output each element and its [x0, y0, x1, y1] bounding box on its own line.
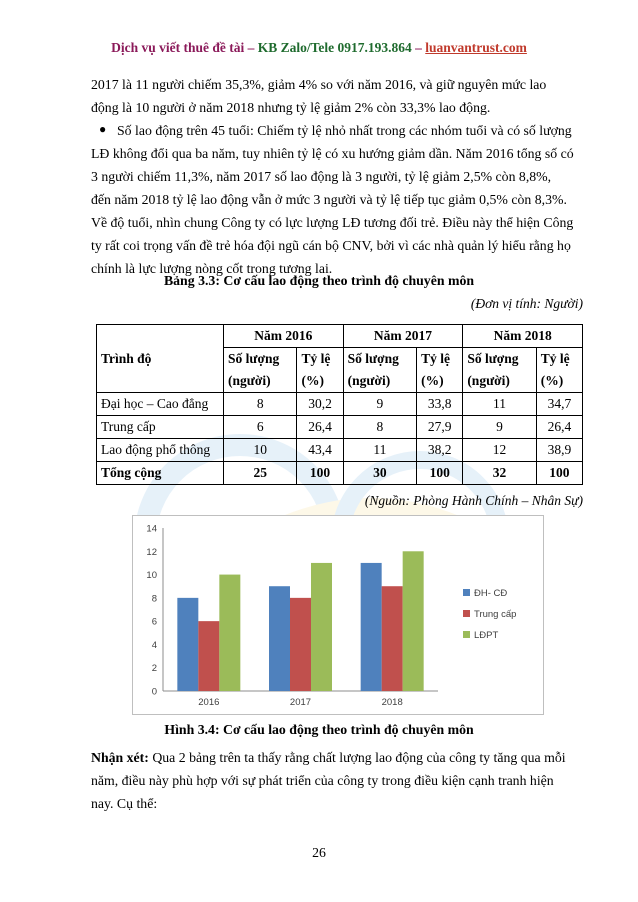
closing-label: Nhận xét:	[91, 750, 149, 765]
table-row	[97, 416, 583, 439]
bar-chart	[133, 516, 543, 714]
bar	[177, 598, 198, 691]
qualification-table	[96, 324, 583, 485]
bar	[403, 551, 424, 691]
page-header: Dịch vụ viết thuê đề tài – KB Zalo/Tele 0917.193.864 – luanvantrust.com	[111, 40, 527, 55]
paragraph-line: ty rất coi trọng vấn đề trẻ hóa đội ngũ cán bộ CNV, bởi vì các nhà quản lý hiểu rằng họ	[91, 238, 571, 253]
qty-header: Số lượng	[224, 348, 297, 371]
table-cell: 43,4	[297, 439, 343, 462]
table-cell: 8	[224, 393, 297, 416]
y-tick-label: 14	[146, 523, 157, 535]
paragraph-line: LĐ không đổi qua ba năm, tuy nhiên tỷ lệ có xu hướng giảm dần. Năm 2016 tổng số có	[91, 146, 574, 161]
row-label: Đại học – Cao đẳng	[97, 393, 224, 416]
table-cell: 100	[417, 462, 463, 485]
paragraph-line: Số lao động trên 45 tuổi: Chiếm tỷ lệ nhỏ nhất trong các nhóm tuổi và có số lượng	[117, 123, 572, 138]
table-cell: 9	[463, 416, 536, 439]
row-label: Lao động phổ thông	[97, 439, 224, 462]
row-label: Tổng cộng	[97, 462, 224, 485]
row-label: Trung cấp	[97, 416, 224, 439]
qty-unit: (người)	[463, 370, 536, 393]
unit-note: (Đơn vị tính: Người)	[470, 296, 583, 311]
table-cell: 11	[343, 439, 416, 462]
header-service-text: Dịch vụ viết thuê đề tài	[111, 40, 245, 55]
pct-unit: (%)	[417, 370, 463, 393]
legend-swatch	[463, 610, 470, 617]
y-tick-label: 0	[151, 686, 157, 698]
paragraph-line: 2017 là 11 người chiếm 35,3%, giảm 4% so với năm 2016, và giữ nguyên mức lao	[91, 77, 547, 92]
pct-header: Tỷ lệ	[297, 348, 343, 371]
x-tick-label: 2017	[289, 697, 312, 708]
figure-caption: Hình 3.4: Cơ cấu lao động theo trình độ chuyên môn	[164, 722, 474, 737]
qty-unit: (người)	[224, 370, 297, 393]
qty-header: Số lượng	[343, 348, 416, 371]
bar	[382, 586, 403, 691]
table-cell: 27,9	[417, 416, 463, 439]
bar	[311, 563, 332, 691]
year-header: Năm 2018	[463, 325, 583, 348]
table-cell: 33,8	[417, 393, 463, 416]
table-cell: 11	[463, 393, 536, 416]
paragraph-line: chính là lực lượng nòng cốt trong tương lai.	[91, 261, 333, 276]
y-tick-label: 12	[146, 546, 157, 558]
qty-unit: (người)	[343, 370, 416, 393]
table-cell: 100	[536, 462, 582, 485]
x-tick-label: 2016	[198, 697, 220, 708]
table-cell: 8	[343, 416, 416, 439]
closing-line: năm, điều này phù hợp với sự phát triển của công ty trong điều kiện cạnh tranh hiện	[91, 773, 554, 788]
y-tick-label: 10	[146, 570, 157, 582]
closing-line: nay. Cụ thể:	[91, 796, 158, 811]
table-row	[97, 439, 583, 462]
bar	[219, 575, 240, 691]
legend-label: LĐPT	[474, 630, 499, 641]
table-cell: 9	[343, 393, 416, 416]
header-contact: KB Zalo/Tele 0917.193.864	[257, 40, 412, 55]
bar	[198, 621, 219, 691]
table-cell: 26,4	[536, 416, 582, 439]
table-cell: 38,2	[417, 439, 463, 462]
bar	[269, 586, 290, 691]
table-cell: 34,7	[536, 393, 582, 416]
bullet-icon: ●	[99, 122, 107, 136]
bar	[290, 598, 311, 691]
legend-label: Trung cấp	[474, 609, 517, 620]
legend-swatch	[463, 589, 470, 596]
table-cell: 32	[463, 462, 536, 485]
year-header: Năm 2016	[224, 325, 344, 348]
qualification-chart	[132, 515, 544, 715]
paragraph-line: động là 10 người ở năm 2018 nhưng tỷ lệ giảm 2% còn 33,3% lao động.	[91, 100, 491, 115]
page-number: 26	[312, 845, 326, 860]
table-caption: Bảng 3.3: Cơ cấu lao động theo trình độ chuyên môn	[163, 273, 475, 288]
pct-header: Tỷ lệ	[536, 348, 582, 371]
table-row-total	[97, 462, 583, 485]
table-cell: 30	[343, 462, 416, 485]
paragraph-line: đến năm 2018 tỷ lệ lao động vẫn ở mức 3 người và tỷ lệ tiếp tục giảm 0,5% còn 8,3%.	[91, 192, 567, 207]
x-tick-label: 2018	[381, 697, 403, 708]
table-cell: 100	[297, 462, 343, 485]
source-note: (Nguồn: Phòng Hành Chính – Nhân Sự)	[364, 493, 583, 508]
row-header: Trình độ	[97, 325, 224, 393]
legend-swatch	[463, 631, 470, 638]
qty-header: Số lượng	[463, 348, 536, 371]
y-tick-label: 2	[151, 663, 157, 675]
paragraph-line: Về độ tuổi, nhìn chung Công ty có lực lượng LĐ tương đối trẻ. Điều này thể hiện Công	[91, 215, 574, 230]
table-cell: 12	[463, 439, 536, 462]
closing-line	[91, 746, 583, 769]
pct-header: Tỷ lệ	[417, 348, 463, 371]
y-tick-label: 8	[151, 593, 157, 605]
y-tick-label: 6	[151, 616, 157, 628]
header-link[interactable]: luanvantrust.com	[425, 40, 527, 55]
closing-text: Qua 2 bảng trên ta thấy rằng chất lượng lao động của công ty tăng qua mỗi	[148, 750, 566, 765]
paragraph-line: 3 người chiếm 11,3%, năm 2017 số lao động là 3 người, tỷ lệ giảm 2,5% còn 8,8%,	[91, 169, 552, 184]
pct-unit: (%)	[536, 370, 582, 393]
year-header: Năm 2017	[343, 325, 463, 348]
table-cell: 26,4	[297, 416, 343, 439]
table-cell: 6	[224, 416, 297, 439]
table-cell: 30,2	[297, 393, 343, 416]
table-cell: 38,9	[536, 439, 582, 462]
table-row	[97, 393, 583, 416]
bar	[361, 563, 382, 691]
pct-unit: (%)	[297, 370, 343, 393]
y-tick-label: 4	[151, 639, 157, 651]
table-cell: 25	[224, 462, 297, 485]
table-cell: 10	[224, 439, 297, 462]
legend-label: ĐH- CĐ	[474, 588, 508, 599]
